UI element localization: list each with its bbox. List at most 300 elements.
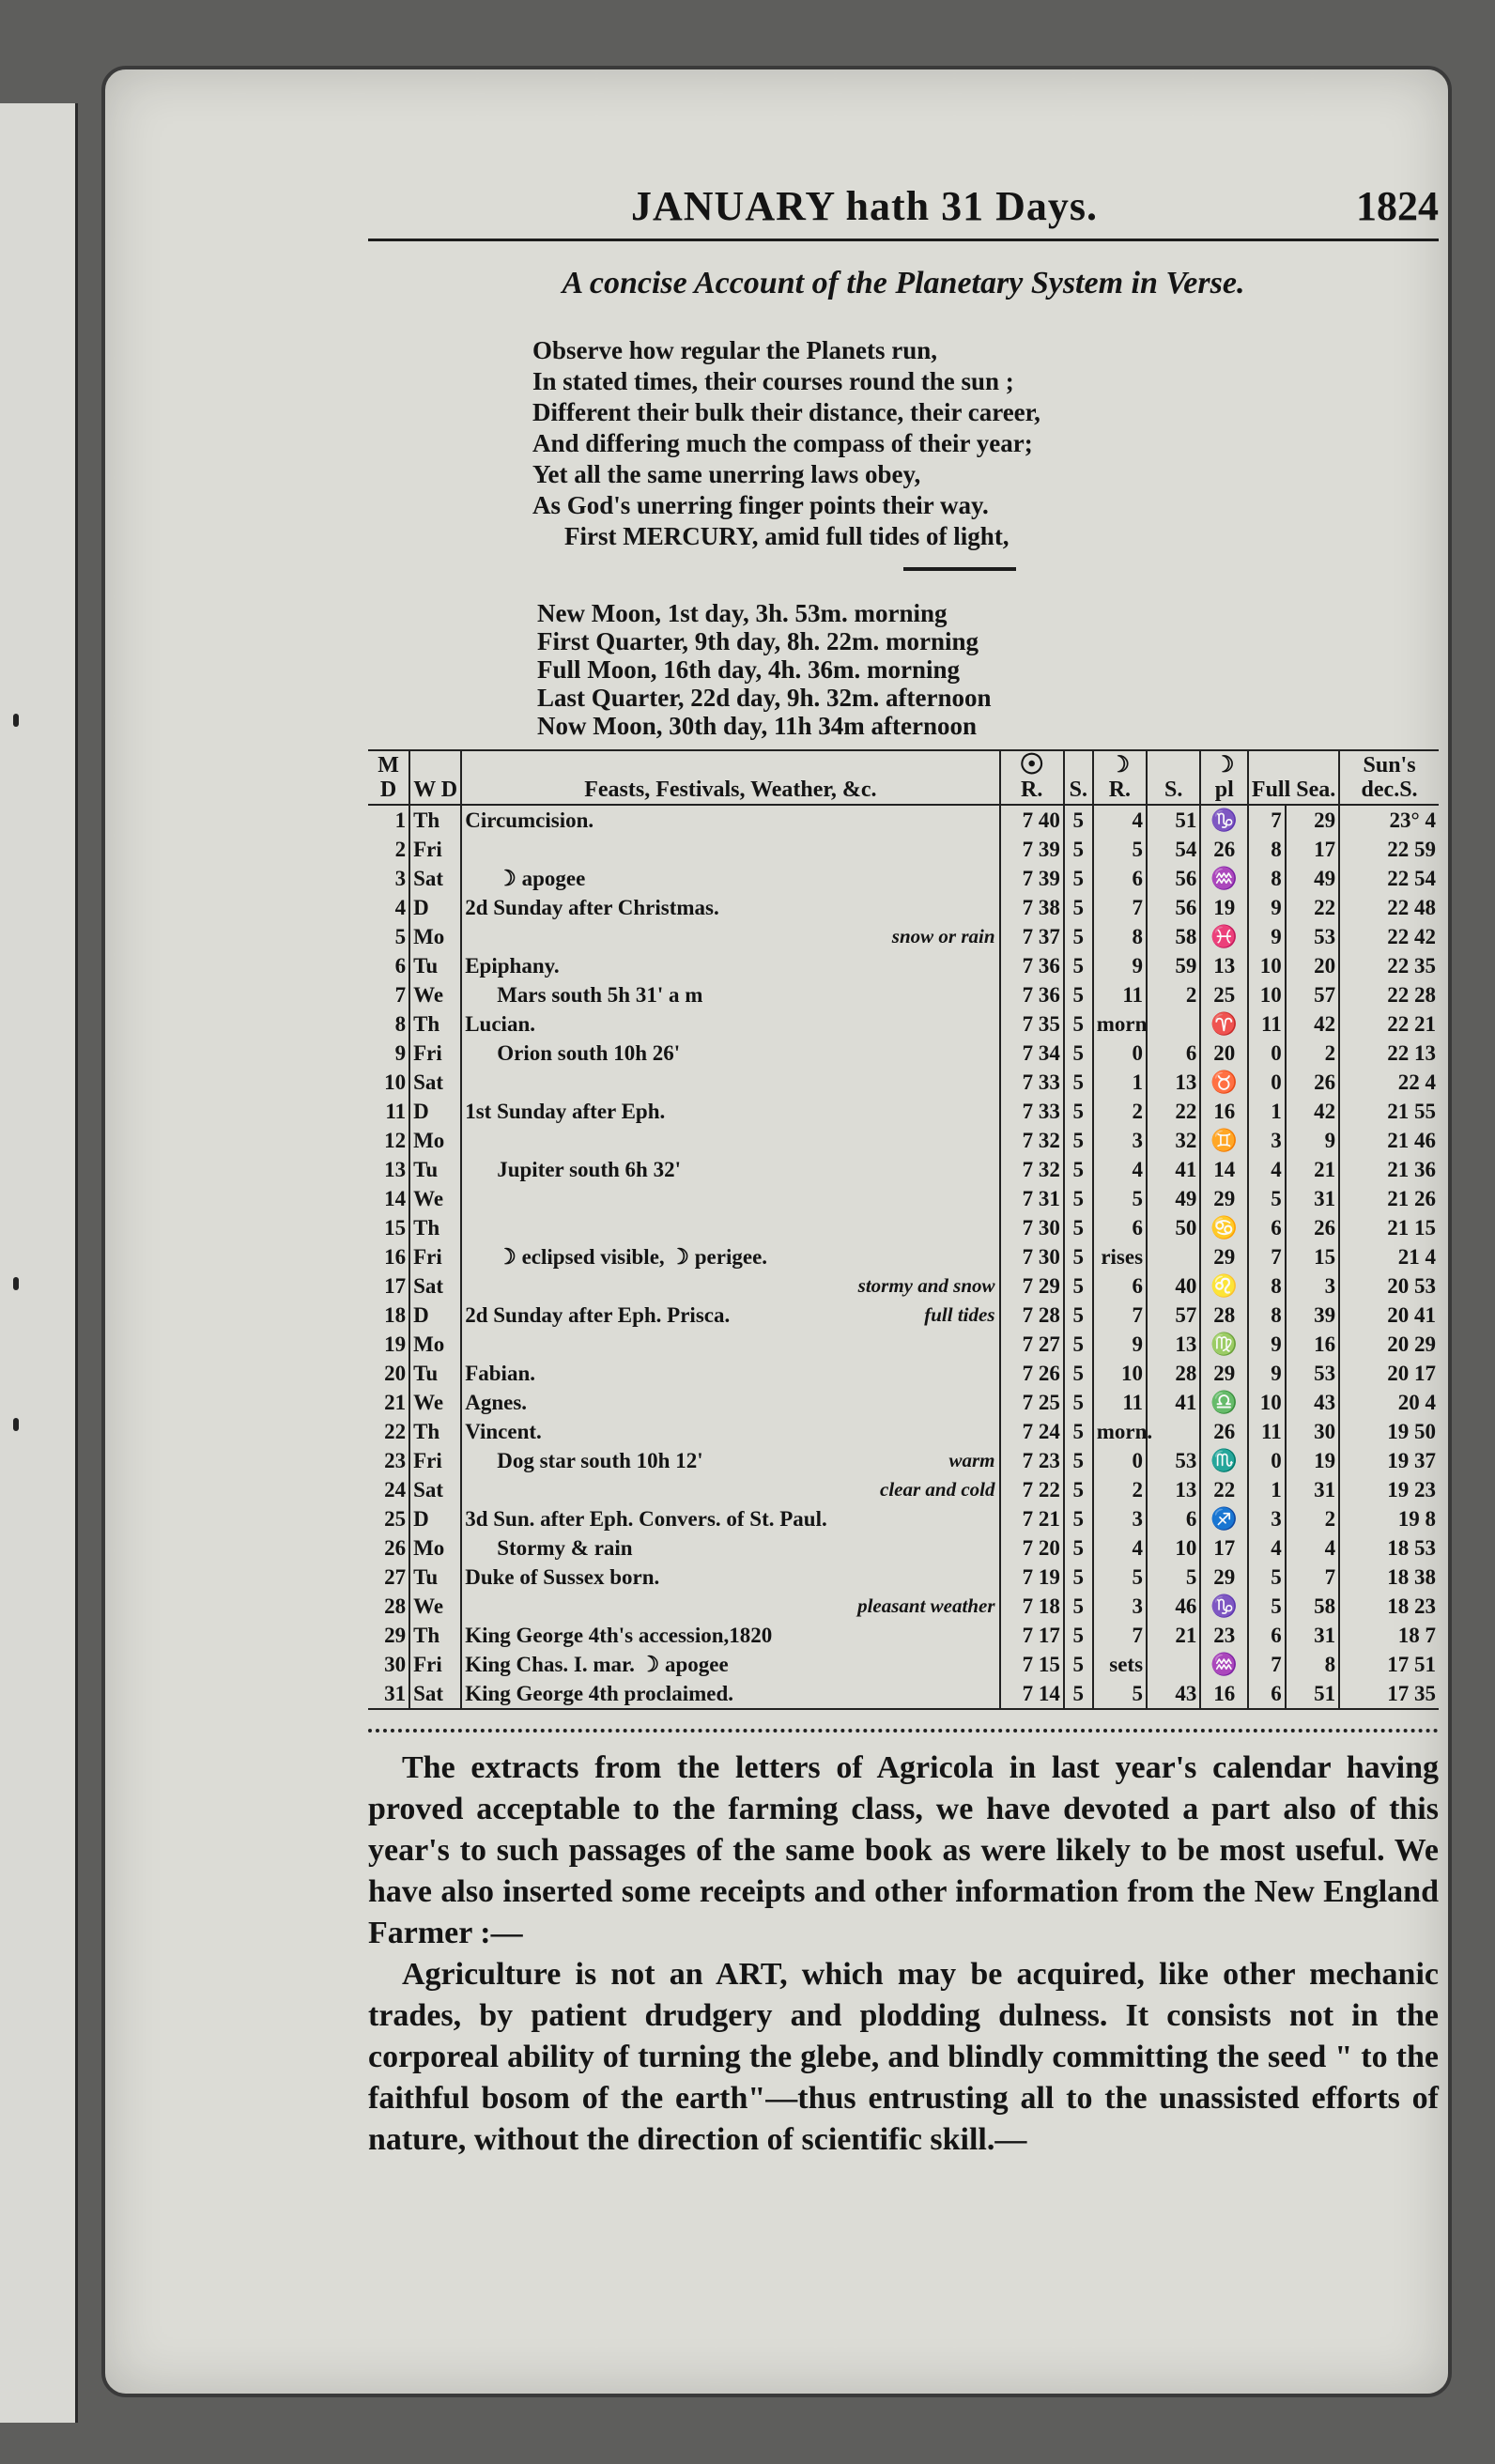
cell-sun-set: 5	[1064, 1621, 1093, 1650]
table-row	[368, 1097, 1439, 1126]
cell-sun-rise: 7 29	[1000, 1271, 1064, 1301]
cell-moon-rise: rises	[1093, 1242, 1147, 1271]
cell-full-sea-minute: 42	[1286, 1097, 1339, 1126]
cell-sun-rise: 7 37	[1000, 922, 1064, 951]
cell-sun-declination: 21 26	[1387, 1187, 1436, 1210]
cell-sun-rise: 7 18	[1000, 1592, 1064, 1621]
cell-sun-set: 5	[1064, 1388, 1093, 1417]
cell-moon-set: 2	[1147, 980, 1200, 1009]
cell-moon-place: ♋	[1200, 1213, 1248, 1242]
cell-week-day: Th	[409, 1621, 461, 1650]
verse-line: And differing much the compass of their year;	[532, 429, 1033, 457]
cell-full-sea-hour: 4	[1248, 1533, 1286, 1563]
cell-week-day: Tu	[409, 1359, 461, 1388]
cell-month-day: 27	[368, 1563, 409, 1592]
cell-sun-rise: 7 39	[1000, 864, 1064, 893]
cell-feast	[461, 1359, 999, 1388]
cell-week-day: Fri	[409, 1039, 461, 1068]
cell-full-sea-hour: 3	[1248, 1504, 1286, 1533]
cell-sun-declination: 22 42	[1387, 925, 1436, 948]
cell-feast	[461, 1417, 999, 1446]
verse-block	[532, 335, 1439, 552]
cell-sun-rise: 7 32	[1000, 1155, 1064, 1184]
cell-full-sea-minute: 15	[1286, 1242, 1339, 1271]
cell-moon-rise: 4	[1093, 1533, 1147, 1563]
cell-moon-rise: 6	[1093, 1213, 1147, 1242]
cell-sun-declination: 20 41	[1387, 1303, 1436, 1327]
cell-full-sea-hour: 7	[1248, 1242, 1286, 1271]
table-row	[368, 1388, 1439, 1417]
cell-moon-place: 19	[1200, 893, 1248, 922]
verse-title: A concise Account of the Planetary System in Verse.	[562, 266, 1245, 300]
cell-sun-rise: 7 33	[1000, 1097, 1064, 1126]
cell-feast	[461, 893, 999, 922]
cell-month-day: 31	[368, 1679, 409, 1709]
cell-feast	[461, 1039, 999, 1068]
table-row	[368, 864, 1439, 893]
cell-sun-declination: 21 36	[1387, 1158, 1436, 1181]
cell-sun-declination: 19 37	[1387, 1449, 1436, 1472]
cell-feast	[461, 922, 999, 951]
cell-full-sea-hour: 5	[1248, 1592, 1286, 1621]
cell-month-day: 3	[368, 864, 409, 893]
cell-feast	[461, 805, 999, 835]
cell-moon-set: 56	[1147, 893, 1200, 922]
cell-week-day: D	[409, 1097, 461, 1126]
cell-moon-set: 21	[1147, 1621, 1200, 1650]
cell-feast	[461, 1330, 999, 1359]
cell-sun-declination: 18 53	[1387, 1536, 1436, 1560]
cell-sun-declination: 19 23	[1387, 1478, 1436, 1502]
cell-sun-set: 5	[1064, 1271, 1093, 1301]
cell-sun-declination: 22 21	[1387, 1012, 1436, 1036]
cell-moon-set: 56	[1147, 864, 1200, 893]
cell-feast	[461, 980, 999, 1009]
table-row	[368, 1330, 1439, 1359]
cell-sun-rise: 7 15	[1000, 1650, 1064, 1679]
col-sun-rise: ☉ R.	[1000, 750, 1064, 805]
cell-full-sea-minute: 57	[1286, 980, 1339, 1009]
moon-phase-line: Last Quarter, 22d day, 9h. 32m. afternoon	[537, 684, 992, 712]
cell-full-sea-minute: 43	[1286, 1388, 1339, 1417]
cell-full-sea-minute: 53	[1286, 922, 1339, 951]
cell-moon-place: 29	[1200, 1563, 1248, 1592]
cell-sun-set: 5	[1064, 1446, 1093, 1475]
cell-moon-rise: 11	[1093, 980, 1147, 1009]
cell-moon-place: ♓	[1200, 922, 1248, 951]
cell-full-sea-hour: 1	[1248, 1475, 1286, 1504]
cell-sun-set: 5	[1064, 1330, 1093, 1359]
cell-sun-rise: 7 22	[1000, 1475, 1064, 1504]
cell-moon-place: ♐	[1200, 1504, 1248, 1533]
cell-sun-rise: 7 36	[1000, 980, 1064, 1009]
cell-week-day: Sat	[409, 1679, 461, 1709]
cell-full-sea-hour: 10	[1248, 980, 1286, 1009]
cell-moon-set: 57	[1147, 1301, 1200, 1330]
cell-sun-rise: 7 17	[1000, 1621, 1064, 1650]
table-row	[368, 1563, 1439, 1592]
cell-week-day: Fri	[409, 1446, 461, 1475]
verse-line: Different their bulk their distance, their career,	[532, 398, 1040, 426]
table-header-row	[368, 750, 1439, 805]
cell-full-sea-hour: 9	[1248, 893, 1286, 922]
feast-text: 2d Sunday after Christmas.	[465, 896, 719, 919]
cell-week-day: Mo	[409, 922, 461, 951]
feast-text: ☽ eclipsed visible, ☽ perigee.	[497, 1245, 768, 1269]
cell-moon-place: ♍	[1200, 1330, 1248, 1359]
cell-week-day: D	[409, 893, 461, 922]
cell-sun-declination: 22 13	[1387, 1041, 1436, 1065]
paragraph: The extracts from the letters of Agricola in last year's calendar having proved acceptable to the farming class, we have devoted a part also of this year's to such passages of the same book as were likely to be most useful. We have also inserted some receipts and other information from the New England Farmer :—	[368, 1750, 1439, 1950]
cell-moon-place: ♈	[1200, 1009, 1248, 1039]
cell-full-sea-minute: 21	[1286, 1155, 1339, 1184]
feast-text: 2d Sunday after Eph. Prisca.	[465, 1303, 731, 1327]
cell-month-day: 30	[368, 1650, 409, 1679]
cell-full-sea-hour: 7	[1248, 805, 1286, 835]
cell-full-sea-minute: 17	[1286, 835, 1339, 864]
weather-note: clear and cold	[880, 1478, 995, 1501]
table-row	[368, 805, 1439, 835]
cell-month-day: 7	[368, 980, 409, 1009]
cell-full-sea-hour: 0	[1248, 1446, 1286, 1475]
cell-full-sea-minute: 31	[1286, 1184, 1339, 1213]
cell-full-sea-minute: 3	[1286, 1271, 1339, 1301]
cell-sun-set: 5	[1064, 1126, 1093, 1155]
cell-sun-rise: 7 25	[1000, 1388, 1064, 1417]
cell-sun-declination: 21 15	[1387, 1216, 1436, 1240]
cell-sun-declination: 22 28	[1387, 983, 1436, 1007]
table-row	[368, 1213, 1439, 1242]
col-moon-place: ☽ pl	[1200, 750, 1248, 805]
feast-text: Agnes.	[465, 1391, 528, 1414]
cell-moon-place: 16	[1200, 1097, 1248, 1126]
table-row	[368, 1009, 1439, 1039]
cell-moon-place: ♊	[1200, 1126, 1248, 1155]
cell-full-sea-hour: 5	[1248, 1563, 1286, 1592]
cell-sun-set: 5	[1064, 1097, 1093, 1126]
cell-moon-set: 13	[1147, 1068, 1200, 1097]
cell-sun-set: 5	[1064, 922, 1093, 951]
verse-line: Observe how regular the Planets run,	[532, 336, 937, 364]
table-row	[368, 1359, 1439, 1388]
cell-moon-rise: 7	[1093, 1301, 1147, 1330]
cell-sun-set: 5	[1064, 893, 1093, 922]
cell-sun-declination: 22 48	[1387, 896, 1436, 919]
col-month-day: M D	[368, 750, 409, 805]
cell-week-day: Tu	[409, 951, 461, 980]
cell-moon-set: 49	[1147, 1184, 1200, 1213]
cell-sun-rise: 7 23	[1000, 1446, 1064, 1475]
cell-full-sea-hour: 8	[1248, 1301, 1286, 1330]
cell-sun-set: 5	[1064, 1417, 1093, 1446]
cell-feast	[461, 1184, 999, 1213]
cell-sun-declination: 22 54	[1387, 867, 1436, 890]
cell-moon-rise: morn.	[1093, 1417, 1147, 1446]
cell-moon-rise: 2	[1093, 1097, 1147, 1126]
cell-week-day: Sat	[409, 1475, 461, 1504]
cell-moon-set: 51	[1147, 805, 1200, 835]
feast-text: Stormy & rain	[497, 1536, 633, 1560]
cell-full-sea-hour: 9	[1248, 1330, 1286, 1359]
cell-sun-declination: 18 23	[1387, 1594, 1436, 1618]
cell-week-day: Th	[409, 1213, 461, 1242]
cell-moon-set	[1147, 1009, 1200, 1039]
cell-moon-rise: 9	[1093, 951, 1147, 980]
cell-sun-declination: 17 35	[1387, 1682, 1436, 1705]
cell-sun-rise: 7 33	[1000, 1068, 1064, 1097]
cell-moon-rise: 5	[1093, 835, 1147, 864]
cell-week-day: Fri	[409, 1242, 461, 1271]
cell-week-day: Th	[409, 1009, 461, 1039]
table-row	[368, 1271, 1439, 1301]
cell-month-day: 4	[368, 893, 409, 922]
cell-full-sea-hour: 8	[1248, 835, 1286, 864]
cell-sun-set: 5	[1064, 1184, 1093, 1213]
cell-month-day: 19	[368, 1330, 409, 1359]
col-moon-rise: ☽ R.	[1093, 750, 1147, 805]
cell-feast	[461, 1679, 999, 1709]
cell-week-day: Sat	[409, 1271, 461, 1301]
cell-sun-set: 5	[1064, 1068, 1093, 1097]
cell-month-day: 9	[368, 1039, 409, 1068]
verse-line: Yet all the same unerring laws obey,	[532, 460, 921, 488]
col-full-sea: Full Sea.	[1248, 750, 1339, 805]
cell-feast	[461, 1504, 999, 1533]
cell-full-sea-minute: 31	[1286, 1475, 1339, 1504]
cell-full-sea-hour: 9	[1248, 1359, 1286, 1388]
table-row	[368, 1068, 1439, 1097]
table-row	[368, 1184, 1439, 1213]
table-row	[368, 893, 1439, 922]
feast-text: King Chas. I. mar. ☽ apogee	[465, 1653, 729, 1676]
cell-moon-rise: 9	[1093, 1330, 1147, 1359]
cell-week-day: Mo	[409, 1126, 461, 1155]
cell-month-day: 13	[368, 1155, 409, 1184]
cell-sun-declination: 19 50	[1387, 1420, 1436, 1443]
cell-full-sea-hour: 0	[1248, 1039, 1286, 1068]
cell-week-day: Th	[409, 805, 461, 835]
table-row	[368, 1650, 1439, 1679]
moon-icon: ☽	[1109, 753, 1131, 778]
cell-moon-place: ♎	[1200, 1388, 1248, 1417]
cell-moon-place: ♒	[1200, 1650, 1248, 1679]
cell-sun-set: 5	[1064, 1213, 1093, 1242]
cell-full-sea-hour: 6	[1248, 1621, 1286, 1650]
cell-sun-rise: 7 20	[1000, 1533, 1064, 1563]
cell-moon-rise: 10	[1093, 1359, 1147, 1388]
cell-sun-rise: 7 31	[1000, 1184, 1064, 1213]
feast-text: Jupiter south 6h 32'	[497, 1158, 681, 1181]
cell-month-day: 15	[368, 1213, 409, 1242]
cell-full-sea-minute: 9	[1286, 1126, 1339, 1155]
cell-full-sea-minute: 16	[1286, 1330, 1339, 1359]
col-sun-set: S.	[1064, 750, 1093, 805]
cell-sun-set: 5	[1064, 1155, 1093, 1184]
feast-text: ☽ apogee	[497, 867, 586, 890]
cell-sun-rise: 7 36	[1000, 951, 1064, 980]
cell-moon-place: 26	[1200, 1417, 1248, 1446]
moon-icon: ☽	[1213, 753, 1235, 778]
table-row	[368, 1533, 1439, 1563]
cell-moon-set: 41	[1147, 1155, 1200, 1184]
cell-moon-set: 28	[1147, 1359, 1200, 1388]
cell-month-day: 21	[368, 1388, 409, 1417]
cell-sun-rise: 7 34	[1000, 1039, 1064, 1068]
cell-sun-rise: 7 24	[1000, 1417, 1064, 1446]
cell-feast	[461, 1126, 999, 1155]
cell-month-day: 28	[368, 1592, 409, 1621]
cell-moon-rise: 6	[1093, 1271, 1147, 1301]
cell-moon-place: ♒	[1200, 864, 1248, 893]
cell-month-day: 5	[368, 922, 409, 951]
cell-moon-set: 40	[1147, 1271, 1200, 1301]
table-row	[368, 1417, 1439, 1446]
cell-full-sea-hour: 1	[1248, 1097, 1286, 1126]
cell-moon-set	[1147, 1242, 1200, 1271]
cell-full-sea-minute: 39	[1286, 1301, 1339, 1330]
section-rule	[903, 567, 1016, 571]
weather-note: stormy and snow	[857, 1274, 995, 1297]
cell-full-sea-minute: 53	[1286, 1359, 1339, 1388]
cell-moon-set: 13	[1147, 1330, 1200, 1359]
cell-moon-rise: 3	[1093, 1504, 1147, 1533]
cell-moon-set: 22	[1147, 1097, 1200, 1126]
cell-feast	[461, 1155, 999, 1184]
cell-week-day: Tu	[409, 1155, 461, 1184]
cell-sun-declination: 17 51	[1387, 1653, 1436, 1676]
cell-moon-set: 41	[1147, 1388, 1200, 1417]
cell-moon-place: 29	[1200, 1184, 1248, 1213]
cell-feast	[461, 835, 999, 864]
cell-moon-set: 58	[1147, 922, 1200, 951]
cell-sun-set: 5	[1064, 864, 1093, 893]
cell-month-day: 20	[368, 1359, 409, 1388]
calendar-body	[368, 805, 1439, 1709]
cell-full-sea-hour: 5	[1248, 1184, 1286, 1213]
feast-text: Duke of Sussex born.	[465, 1565, 660, 1589]
cell-week-day: We	[409, 1592, 461, 1621]
cell-moon-place: 14	[1200, 1155, 1248, 1184]
feast-text: Lucian.	[465, 1012, 535, 1036]
cell-full-sea-minute: 31	[1286, 1621, 1339, 1650]
verse-line: As God's unerring finger points their way.	[532, 491, 989, 519]
cell-feast	[461, 1213, 999, 1242]
table-row	[368, 1446, 1439, 1475]
cell-full-sea-minute: 8	[1286, 1650, 1339, 1679]
cell-sun-rise: 7 27	[1000, 1330, 1064, 1359]
cell-month-day: 23	[368, 1446, 409, 1475]
col-moon-set: S.	[1147, 750, 1200, 805]
cell-full-sea-hour: 9	[1248, 922, 1286, 951]
cell-sun-set: 5	[1064, 1009, 1093, 1039]
cell-moon-place: 20	[1200, 1039, 1248, 1068]
feast-text: 1st Sunday after Eph.	[465, 1100, 666, 1123]
cell-sun-set: 5	[1064, 805, 1093, 835]
cell-sun-rise: 7 19	[1000, 1563, 1064, 1592]
cell-month-day: 16	[368, 1242, 409, 1271]
cell-sun-set: 5	[1064, 1039, 1093, 1068]
cell-moon-rise: 3	[1093, 1592, 1147, 1621]
cell-moon-place: 16	[1200, 1679, 1248, 1709]
cell-moon-rise: 5	[1093, 1563, 1147, 1592]
cell-feast	[461, 1592, 999, 1621]
cell-full-sea-hour: 3	[1248, 1126, 1286, 1155]
feast-text: Orion south 10h 26'	[497, 1041, 681, 1065]
weather-note: full tides	[924, 1303, 995, 1326]
cell-full-sea-hour: 10	[1248, 951, 1286, 980]
cell-sun-set: 5	[1064, 1650, 1093, 1679]
adjacent-page-edge	[0, 103, 78, 2423]
cell-moon-set: 32	[1147, 1126, 1200, 1155]
cell-moon-set	[1147, 1650, 1200, 1679]
cell-full-sea-minute: 26	[1286, 1213, 1339, 1242]
feast-text: Epiphany.	[465, 954, 560, 978]
cell-moon-set: 43	[1147, 1679, 1200, 1709]
feast-text: King George 4th proclaimed.	[465, 1682, 733, 1705]
cell-moon-rise: 0	[1093, 1446, 1147, 1475]
cell-sun-set: 5	[1064, 1301, 1093, 1330]
cell-moon-set: 6	[1147, 1504, 1200, 1533]
cell-moon-rise: 7	[1093, 1621, 1147, 1650]
cell-sun-declination: 20 4	[1397, 1391, 1436, 1414]
col-week-day: W D	[409, 750, 461, 805]
cell-week-day: Mo	[409, 1330, 461, 1359]
cell-sun-rise: 7 40	[1000, 805, 1064, 835]
cell-full-sea-hour: 8	[1248, 1271, 1286, 1301]
verse-line: First MERCURY, amid full tides of light,	[564, 522, 1010, 550]
cell-sun-declination: 22 35	[1387, 954, 1436, 978]
cell-sun-set: 5	[1064, 951, 1093, 980]
cell-feast	[461, 1650, 999, 1679]
weather-note: warm	[948, 1449, 995, 1471]
cell-full-sea-hour: 10	[1248, 1388, 1286, 1417]
cell-full-sea-minute: 4	[1286, 1533, 1339, 1563]
cell-sun-rise: 7 38	[1000, 893, 1064, 922]
table-row	[368, 1242, 1439, 1271]
calendar-table	[368, 749, 1439, 1710]
moon-phase-line: New Moon, 1st day, 3h. 53m. morning	[537, 599, 948, 627]
cell-month-day: 22	[368, 1417, 409, 1446]
moon-phase-line: First Quarter, 9th day, 8h. 22m. morning	[537, 627, 979, 655]
cell-week-day: Mo	[409, 1533, 461, 1563]
cell-sun-declination: 23° 4	[1389, 808, 1436, 832]
weather-note: snow or rain	[891, 925, 995, 947]
cell-week-day: D	[409, 1504, 461, 1533]
cell-moon-rise: 11	[1093, 1388, 1147, 1417]
cell-full-sea-hour: 4	[1248, 1155, 1286, 1184]
cell-month-day: 11	[368, 1097, 409, 1126]
cell-month-day: 25	[368, 1504, 409, 1533]
cell-moon-place: 29	[1200, 1242, 1248, 1271]
cell-full-sea-minute: 51	[1286, 1679, 1339, 1709]
table-row	[368, 835, 1439, 864]
cell-feast	[461, 1097, 999, 1126]
cell-moon-set: 59	[1147, 951, 1200, 980]
table-row	[368, 951, 1439, 980]
cell-full-sea-minute: 49	[1286, 864, 1339, 893]
cell-moon-set: 5	[1147, 1563, 1200, 1592]
cell-moon-set: 50	[1147, 1213, 1200, 1242]
cell-moon-place: ♑	[1200, 805, 1248, 835]
cell-sun-set: 5	[1064, 1242, 1093, 1271]
feast-text: Dog star south 10h 12'	[497, 1449, 703, 1472]
moon-phase-line: Now Moon, 30th day, 11h 34m afternoon	[537, 712, 978, 740]
cell-moon-place: ♏	[1200, 1446, 1248, 1475]
cell-week-day: Sat	[409, 1068, 461, 1097]
cell-month-day: 24	[368, 1475, 409, 1504]
feast-text: King George 4th's accession,1820	[465, 1624, 773, 1647]
cell-sun-set: 5	[1064, 1475, 1093, 1504]
